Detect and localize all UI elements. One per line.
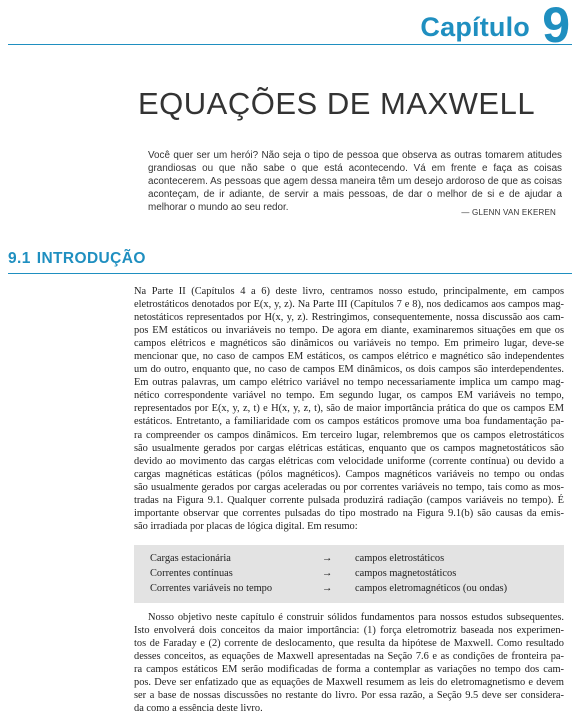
epigraph-text: Você quer ser um herói? Não seja o tipo de pessoa que observa as outras tomarem atitudes grandiosas ou que não sabe o que está acontecendo. Vá em frente e faça as coisas acontecerem. As pessoas que agem dessa maneira têm um desejo ardoroso de que as coisas aconteçam, de ir adiante, de servir a mais pessoas, de dar o melhor de si e de ajudar a melhorar o mundo ao seu redor. (148, 150, 562, 213)
summary-result: campos eletromagnéticos (ou ondas) (355, 583, 508, 594)
text-line: pos. Deve ser enfatizado que as equações de Maxwell resumem as leis do eletromagnetismo e devem (134, 677, 564, 689)
section-heading (8, 250, 146, 268)
summary-source: Cargas estacionária (150, 553, 231, 564)
text-line: cargas magnéticas estáticas (pólos magnéticos). Campos magnéticos variáveis no tempo ou ondas (134, 468, 564, 480)
chapter-title: EQUAÇÕES DE MAXWELL (138, 86, 536, 121)
text-line: são irradiada por placas de lógica digital. Em resumo: (134, 520, 358, 532)
summary-arrow: → (322, 553, 333, 564)
header-rule (8, 44, 572, 45)
text-line: tos de Faraday e (2) corrente de deslocamento, que resulta da hipótese de Maxwell. Como resultado (134, 638, 564, 650)
chapter-label: Capítulo (420, 12, 530, 42)
text-line: eletrostáticos denotados por E(x, y, z). Na Parte III (Capítulos 7 e 8), nos dedicamos aos campos mag- (134, 299, 564, 311)
summary-box (134, 545, 564, 603)
summary-row (150, 553, 550, 567)
text-line: importante observar que correntes pulsadas do tipo mostrado na Figura 9.1(b) são causas da emis- (134, 507, 564, 519)
epigraph-author: — GLENN VAN EKEREN (461, 208, 556, 217)
text-line: tradas na Figura 9.1. Qualquer corrente pulsada produzirá radiação (campos variáveis no tempo). É (134, 494, 564, 506)
summary-arrow: → (322, 568, 333, 579)
text-line: estáticos. Entretanto, a familiaridade com os campos estáticos promove uma boa fundamentação pa- (134, 416, 564, 428)
text-line: são usualmente gerados por cargas aceleradas ou por correntes variáveis no tempo, tais como as mos- (134, 481, 564, 493)
text-line: são usualmente gerados por cargas elétricas estáticas, enquanto que os campos magnetostáticos são (134, 442, 564, 454)
text-line: desses conceitos, as equações de Maxwell apresentadas na Seção 7.6 e as condições de fronteira pa- (134, 651, 564, 663)
summary-result: campos eletrostáticos (355, 553, 445, 564)
summary-source: Correntes contínuas (150, 568, 233, 579)
summary-source: Correntes variáveis no tempo (150, 583, 273, 594)
text-line: ra compreender os campos dinâmicos. Em terceiro lugar, relembremos que os campos eletrostáticos (134, 429, 564, 441)
summary-row (150, 583, 550, 597)
section-title: INTRODUÇÃO (36, 250, 146, 267)
text-line: ser a base de nossas discussões no restante do livro. Por essa razão, a Seção 9.5 deve ser considera- (134, 690, 564, 702)
summary-arrow: → (322, 583, 333, 594)
paragraph-2 (134, 611, 564, 715)
summary-row (150, 568, 550, 582)
text-line: um do outro, enquanto que, no caso de campos EM dinâmicos, os dois campos são interdependentes. (134, 364, 564, 376)
text-line: Isto envolverá dois conceitos da maior importância: (1) força eletromotriz baseada nos experimen- (134, 625, 564, 637)
text-line: mencionar que, no caso de campos EM estáticos, os campos elétrico e magnético são independentes (134, 351, 564, 363)
text-line: representados por E(x, y, z, t) e H(x, y, z, t), são de maior importância prática do que os campos EM (134, 403, 564, 415)
text-line: devido ao movimento das cargas elétricas com velocidade uniforme (corrente contínua) ou devido a (134, 455, 564, 467)
text-line: Nosso objetivo neste capítulo é construir sólidos fundamentos para nossos estudos subsequentes. (148, 612, 564, 623)
chapter-number: 9 (542, 0, 570, 53)
text-line: da como a essência deste livro. (134, 703, 263, 715)
section-rule (8, 273, 572, 274)
text-line: nético correspondente variável no tempo. Em segundo lugar, os campos EM variáveis no tempo, (134, 390, 564, 402)
paragraph-1 (134, 285, 564, 533)
text-line: Em outras palavras, um campo elétrico variável no tempo necessariamente implica um campo mag- (134, 377, 564, 389)
text-line: ra campos estáticos EM serão modificadas de forma a contemplar as variações no tempo dos cam- (134, 664, 564, 676)
section-number: 9.1 (8, 250, 31, 267)
text-line: pos EM estáticos ou invariáveis no tempo. De agora em diante, examinaremos situações em que os (134, 325, 564, 337)
text-line: netostáticos representados por H(x, y, z). Restringimos, consequentemente, nossa discussão aos cam- (134, 312, 564, 324)
summary-result: campos magnetostáticos (355, 568, 457, 579)
text-line: Na Parte II (Capítulos 4 a 6) deste livro, centramos nosso estudo, principalmente, em campos (134, 286, 564, 297)
text-line: campos elétricos e magnéticos são dinâmicos ou variáveis no tempo. Em primeiro lugar, deve-se (134, 338, 564, 350)
